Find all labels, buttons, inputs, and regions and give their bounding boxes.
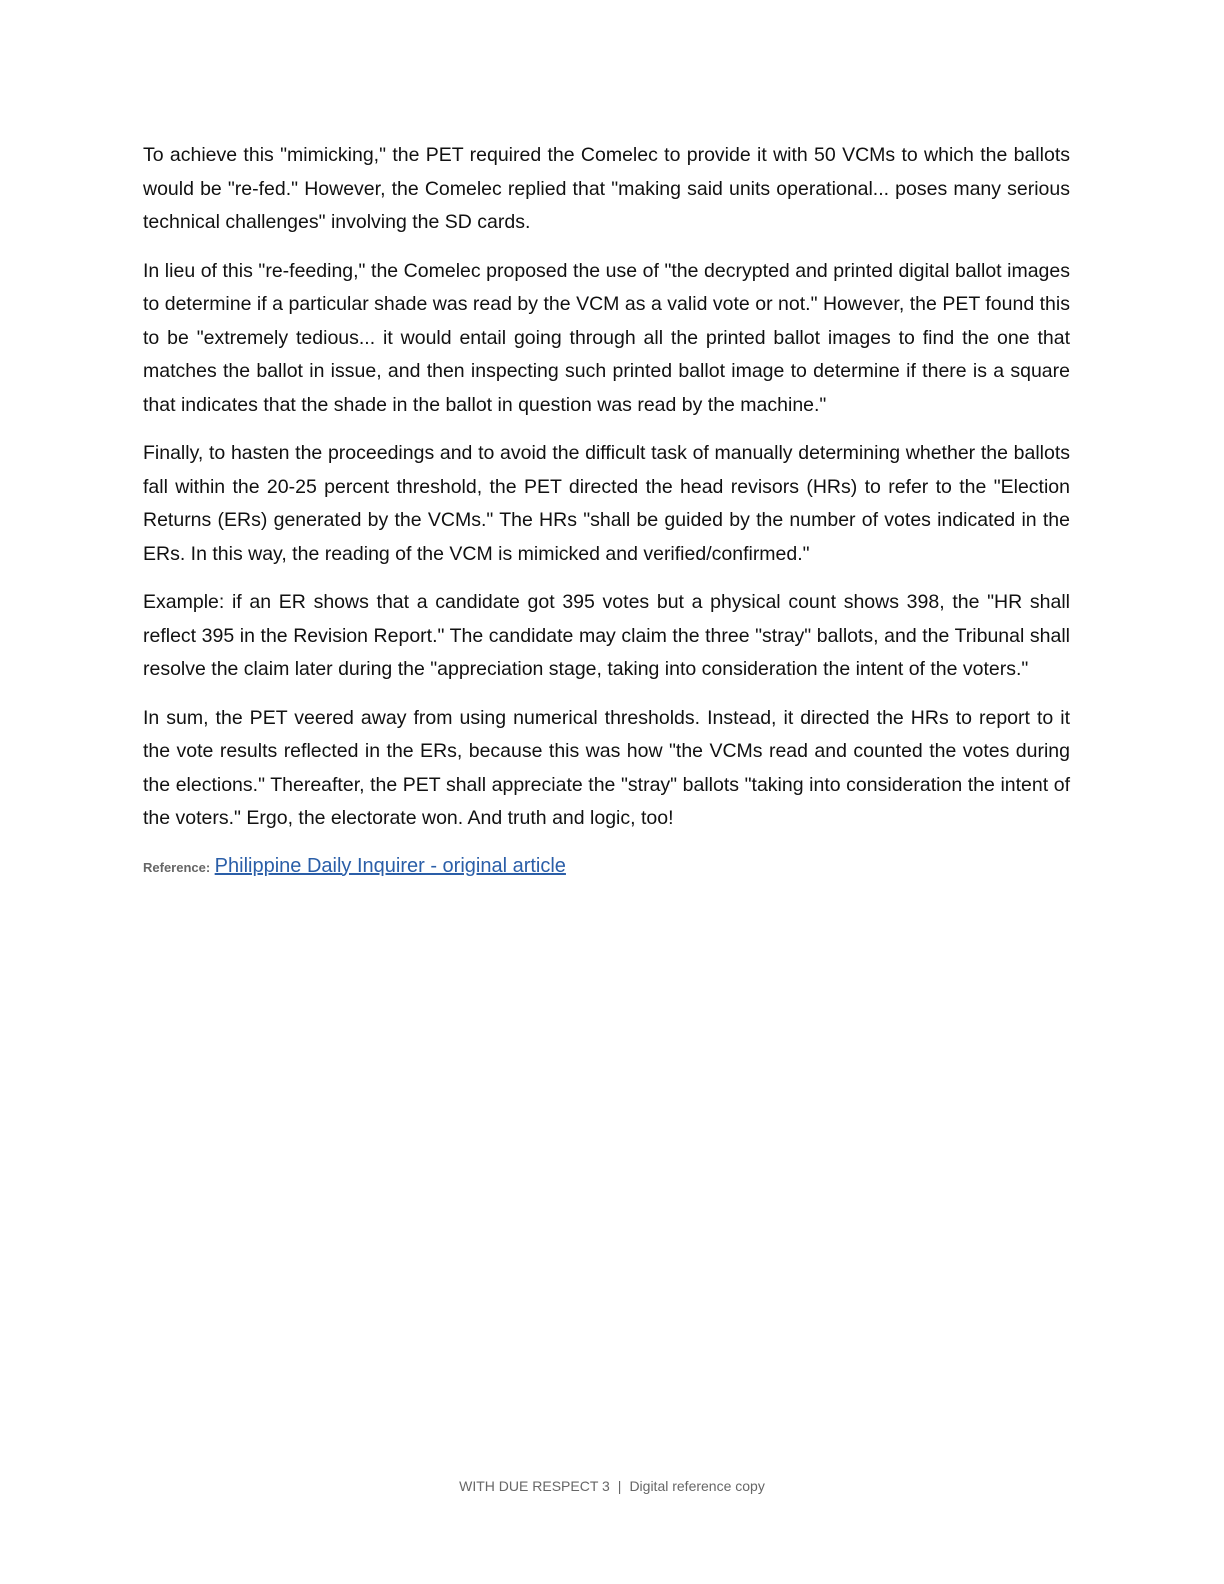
- paragraph: Finally, to hasten the proceedings and to avoid the difficult task of manually determining whether the ballots fall within the 20-25 percent threshold, the PET directed the head revisors (HRs) to refer to the "Election Returns (ERs) generated by the VCMs." The HRs "shall be guided by the number of votes indicated in the ERs. In this way, the reading of the VCM is mimicked and verified/confirmed.": [143, 442, 1070, 565]
- page-footer: [0, 1478, 1224, 1494]
- reference-label: Reference:: [143, 859, 211, 875]
- paragraph: Example: if an ER shows that a candidate got 395 votes but a physical count shows 398, the "HR shall reflect 395 in the Revision Report." The candidate may claim the three "stray" ballots, and the Tribunal shall resolve the claim later during the "appreciation stage, taking into consideration the intent of the voters.": [143, 591, 1070, 680]
- footer-title: WITH DUE RESPECT 3: [459, 1478, 610, 1494]
- reference-line: [143, 851, 1070, 883]
- reference-link[interactable]: Philippine Daily Inquirer - original article: [214, 854, 566, 877]
- paragraph: In lieu of this "re-feeding," the Comelec proposed the use of "the decrypted and printed digital ballot images to determine if a particular shade was read by the VCM as a valid vote or not." However, the PET found this to be "extremely tedious... it would entail going through all the printed ballot images to find the one that matches the ballot in issue, and then inspecting such printed ballot image to determine if there is a square that indicates that the shade in the ballot in question was read by the machine.": [143, 259, 1070, 416]
- article-body: [143, 139, 1070, 883]
- paragraph: To achieve this "mimicking," the PET required the Comelec to provide it with 50 VCMs to which the ballots would be "re-fed." However, the Comelec replied that "making said units operational... poses many serious technical challenges" involving the SD cards.: [143, 144, 1070, 233]
- paragraph: In sum, the PET veered away from using numerical thresholds. Instead, it directed the HRs to report to it the vote results reflected in the ERs, because this was how "the VCMs read and counted the votes during the elections." Thereafter, the PET shall appreciate the "stray" ballots "taking into consideration the intent of the voters." Ergo, the electorate won. And truth and logic, too!: [143, 706, 1070, 829]
- footer-note: Digital reference copy: [629, 1478, 765, 1494]
- footer-separator: |: [617, 1478, 622, 1494]
